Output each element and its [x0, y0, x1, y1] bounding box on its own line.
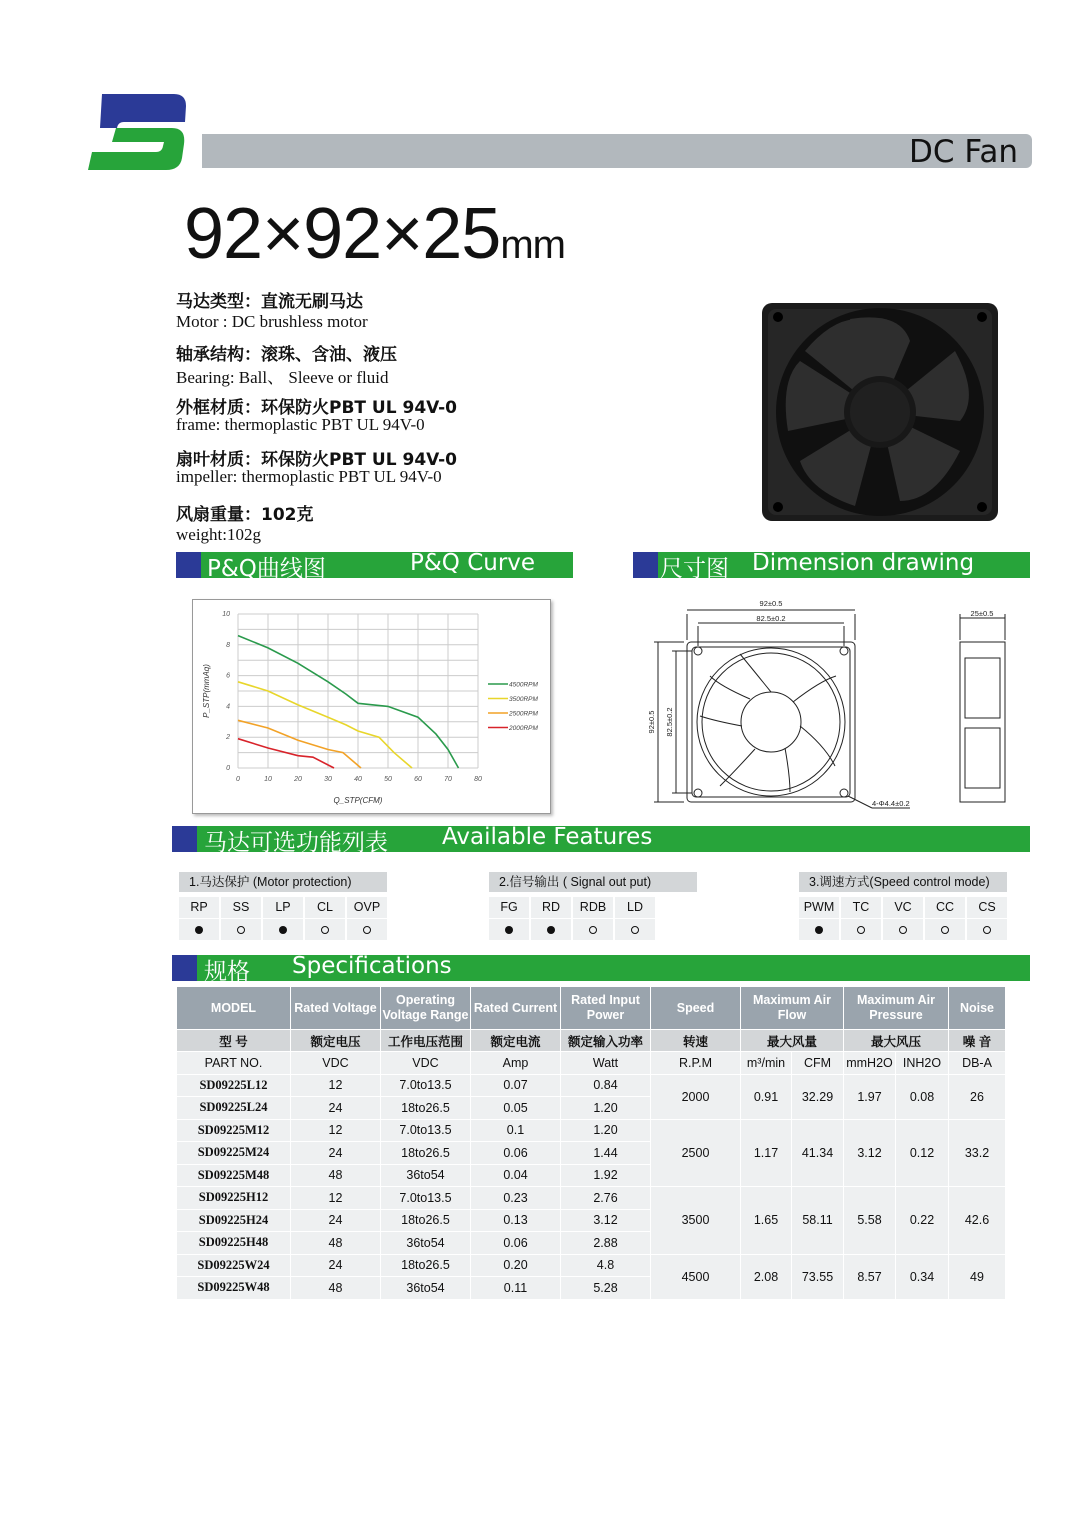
mmh2o-cell: 5.58: [844, 1187, 896, 1255]
spec-bearing: [176, 340, 397, 388]
x-tick-label: 50: [384, 776, 392, 783]
feature-col: RP: [179, 897, 219, 918]
table-cell: 12: [291, 1119, 381, 1142]
section-pq-curve: [176, 550, 573, 582]
empty-dot-icon: [321, 926, 329, 934]
mmh2o-cell: 1.97: [844, 1074, 896, 1119]
cn-header: 最大风量: [741, 1030, 844, 1052]
section-pq-en: P&Q Curve: [410, 550, 536, 576]
feature-col: LP: [263, 897, 303, 918]
empty-dot-icon: [983, 926, 991, 934]
model-cell: SD09225M24: [177, 1142, 291, 1165]
unit-cell: R.P.M: [651, 1052, 741, 1075]
speed-cell: 4500: [651, 1254, 741, 1299]
empty-dot-icon: [899, 926, 907, 934]
table-cell: 3.12: [561, 1209, 651, 1232]
header-title: DC Fan: [909, 134, 1018, 170]
col-header-speed: Speed: [651, 987, 741, 1030]
feature-col: LD: [615, 897, 655, 918]
cfm-cell: 32.29: [792, 1074, 844, 1119]
feature-indicator: [305, 919, 345, 940]
spec-motor-en: Motor : DC brushless motor: [176, 312, 368, 331]
table-cell: 7.0to13.5: [381, 1119, 471, 1142]
legend-label: 3500RPM: [509, 696, 538, 703]
filled-dot-icon: [505, 926, 513, 934]
table-row: [177, 1119, 1006, 1142]
fan-product-image: [760, 301, 1000, 523]
spec-weight-en: weight:102g: [176, 525, 261, 544]
unit-cell: VDC: [381, 1052, 471, 1075]
feature-indicator: [799, 919, 839, 940]
y-tick-label: 4: [226, 703, 230, 711]
cfm-cell: 73.55: [792, 1254, 844, 1299]
empty-dot-icon: [941, 926, 949, 934]
feature-indicator: [263, 919, 303, 940]
table-cell: 48: [291, 1164, 381, 1187]
empty-dot-icon: [363, 926, 371, 934]
table-cell: 1.92: [561, 1164, 651, 1187]
table-cell: 48: [291, 1277, 381, 1300]
feature-col: OVP: [347, 897, 387, 918]
dim-width-hole: 82.5±0.2: [756, 614, 786, 623]
cn-header: 转速: [651, 1030, 741, 1052]
table-cell: 0.07: [471, 1074, 561, 1097]
spec-impeller: [176, 445, 457, 487]
y-tick-label: 6: [226, 672, 230, 680]
specifications-table: [176, 986, 1006, 1300]
mmh2o-cell: 3.12: [844, 1119, 896, 1187]
feature-indicator: [573, 919, 613, 940]
table-cell: 0.1: [471, 1119, 561, 1142]
spec-impeller-cn: 扇叶材质：环保防火PBT UL 94V-0: [176, 450, 457, 470]
col-header-model: MODEL: [177, 987, 291, 1030]
noise-cell: 33.2: [949, 1119, 1006, 1187]
model-cell: SD09225M48: [177, 1164, 291, 1187]
feature-indicator: [347, 919, 387, 940]
feature-title: 1.马达保护 (Motor protection): [179, 872, 387, 892]
feature-group-speed-control: [799, 872, 1007, 947]
col-header-operating-range: Operating Voltage Range: [381, 987, 471, 1030]
spec-frame: [176, 393, 457, 435]
col-header-rated-power: Rated Input Power: [561, 987, 651, 1030]
table-row: [177, 1254, 1006, 1277]
m3-cell: 1.17: [741, 1119, 792, 1187]
series-line-3500RPM: [238, 682, 412, 768]
feature-col: RDB: [573, 897, 613, 918]
unit-cell: PART NO.: [177, 1052, 291, 1075]
feature-indicator: [531, 919, 571, 940]
table-cell: 0.05: [471, 1097, 561, 1120]
x-tick-label: 10: [264, 776, 272, 783]
feature-indicator: [179, 919, 219, 940]
feature-group-motor-protection: [179, 872, 387, 947]
feature-title: 3.调速方式(Speed control mode): [799, 872, 1007, 892]
feature-col: CS: [967, 897, 1007, 918]
cn-header: 额定电流: [471, 1030, 561, 1052]
model-size-title: [184, 192, 565, 287]
filled-dot-icon: [815, 926, 823, 934]
table-cell: 1.20: [561, 1119, 651, 1142]
spec-weight: [176, 500, 314, 545]
feature-col: PWM: [799, 897, 839, 918]
col-header-noise: Noise: [949, 987, 1006, 1030]
empty-dot-icon: [631, 926, 639, 934]
model-cell: SD09225H12: [177, 1187, 291, 1210]
cn-header: 型 号: [177, 1030, 291, 1052]
feature-indicator: [967, 919, 1007, 940]
model-cell: SD09225H24: [177, 1209, 291, 1232]
y-tick-label: 0: [226, 765, 230, 772]
x-tick-label: 30: [324, 776, 332, 783]
table-cell: 0.84: [561, 1074, 651, 1097]
table-cell: 2.88: [561, 1232, 651, 1255]
section-features-en: Available Features: [442, 824, 653, 850]
feature-title: 2.信号输出 ( Signal out put): [489, 872, 697, 892]
model-cell: SD09225L24: [177, 1097, 291, 1120]
cn-header: 额定电压: [291, 1030, 381, 1052]
unit-cell: DB-A: [949, 1052, 1006, 1075]
dim-hole: 4-Φ4.4±0.2: [872, 799, 910, 808]
table-cell: 36to54: [381, 1277, 471, 1300]
unit-cell: CFM: [792, 1052, 844, 1075]
empty-dot-icon: [589, 926, 597, 934]
section-specifications: [172, 953, 1030, 985]
legend-label: 2500RPM: [509, 710, 538, 718]
table-cell: 0.06: [471, 1232, 561, 1255]
m3-cell: 2.08: [741, 1254, 792, 1299]
dim-depth: 25±0.5: [970, 609, 994, 618]
table-cell: 18to26.5: [381, 1142, 471, 1165]
inh2o-cell: 0.08: [896, 1074, 949, 1119]
model-size-unit: mm: [500, 223, 565, 267]
feature-indicator: [883, 919, 923, 940]
y-tick-label: 8: [226, 641, 230, 649]
cn-header: 最大风压: [844, 1030, 949, 1052]
section-features-cn: 马达可选功能列表: [204, 830, 388, 856]
section-dim-en: Dimension drawing: [752, 550, 975, 576]
table-row: [177, 1187, 1006, 1210]
unit-cell: m³/min: [741, 1052, 792, 1075]
spec-weight-cn: 风扇重量：102克: [176, 505, 314, 525]
feature-col: FG: [489, 897, 529, 918]
dim-width-outer: 92±0.5: [759, 599, 783, 608]
y-tick-label: 2: [226, 734, 230, 742]
legend-label: 2000RPM: [509, 725, 538, 732]
cn-header: 噪 音: [949, 1030, 1006, 1052]
feature-col: CL: [305, 897, 345, 918]
feature-indicator: [489, 919, 529, 940]
table-cell: 7.0to13.5: [381, 1074, 471, 1097]
col-header-rated-voltage: Rated Voltage: [291, 987, 381, 1030]
noise-cell: 26: [949, 1074, 1006, 1119]
x-tick-label: 40: [354, 776, 362, 783]
dim-height-outer: 92±0.5: [647, 710, 656, 734]
section-available-features: [172, 824, 1030, 856]
company-logo: [86, 92, 188, 172]
x-tick-label: 70: [444, 776, 452, 783]
cn-header: 工作电压范围: [381, 1030, 471, 1052]
spec-frame-cn: 外框材质：环保防火PBT UL 94V-0: [176, 398, 457, 418]
table-cell: 7.0to13.5: [381, 1187, 471, 1210]
inh2o-cell: 0.12: [896, 1119, 949, 1187]
legend-label: 4500RPM: [509, 681, 538, 689]
section-dim-cn: 尺寸图: [660, 556, 729, 582]
table-cell: 36to54: [381, 1164, 471, 1187]
col-header-air-pressure: Maximum Air Pressure: [844, 987, 949, 1030]
table-cell: 24: [291, 1142, 381, 1165]
unit-cell: INH2O: [896, 1052, 949, 1075]
table-cell: 24: [291, 1097, 381, 1120]
x-tick-label: 0: [236, 776, 240, 783]
feature-indicator: [925, 919, 965, 940]
y-tick-label: 10: [222, 611, 230, 618]
feature-col: CC: [925, 897, 965, 918]
header-bar: [202, 134, 1032, 168]
table-cell: 0.04: [471, 1164, 561, 1187]
table-cell: 5.28: [561, 1277, 651, 1300]
empty-dot-icon: [237, 926, 245, 934]
cfm-cell: 58.11: [792, 1187, 844, 1255]
noise-cell: 49: [949, 1254, 1006, 1299]
spec-bearing-cn: 轴承结构：滚珠、含油、液压: [176, 345, 397, 365]
table-cell: 36to54: [381, 1232, 471, 1255]
x-axis-label: Q_STP(CFM): [333, 796, 383, 805]
m3-cell: 1.65: [741, 1187, 792, 1255]
table-cell: 18to26.5: [381, 1254, 471, 1277]
pq-chart-frame: [192, 599, 551, 814]
feature-indicator: [221, 919, 261, 940]
col-header-air-flow: Maximum Air Flow: [741, 987, 844, 1030]
spec-impeller-en: impeller: thermoplastic PBT UL 94V-0: [176, 467, 442, 486]
spec-motor: [176, 287, 368, 332]
speed-cell: 3500: [651, 1187, 741, 1255]
model-cell: SD09225W48: [177, 1277, 291, 1300]
series-line-2000RPM: [238, 739, 334, 768]
section-specs-cn: 规格: [204, 959, 250, 985]
inh2o-cell: 0.22: [896, 1187, 949, 1255]
table-cell: 48: [291, 1232, 381, 1255]
filled-dot-icon: [279, 926, 287, 934]
table-cell: 1.44: [561, 1142, 651, 1165]
cn-header: 额定输入功率: [561, 1030, 651, 1052]
model-cell: SD09225M12: [177, 1119, 291, 1142]
model-size-value: 92×92×25: [184, 194, 501, 274]
unit-cell: mmH2O: [844, 1052, 896, 1075]
filled-dot-icon: [547, 926, 555, 934]
table-cell: 18to26.5: [381, 1097, 471, 1120]
unit-cell: Amp: [471, 1052, 561, 1075]
table-cell: 12: [291, 1187, 381, 1210]
speed-cell: 2500: [651, 1119, 741, 1187]
speed-cell: 2000: [651, 1074, 741, 1119]
feature-col: VC: [883, 897, 923, 918]
table-cell: 12: [291, 1074, 381, 1097]
noise-cell: 42.6: [949, 1187, 1006, 1255]
table-cell: 0.11: [471, 1277, 561, 1300]
feature-group-signal-output: [489, 872, 697, 947]
unit-cell: VDC: [291, 1052, 381, 1075]
inh2o-cell: 0.34: [896, 1254, 949, 1299]
table-cell: 0.06: [471, 1142, 561, 1165]
dimension-drawing: [640, 596, 1020, 816]
spec-motor-cn: 马达类型：直流无刷马达: [176, 292, 363, 312]
table-cell: 18to26.5: [381, 1209, 471, 1232]
section-pq-cn: P&Q曲线图: [207, 556, 326, 582]
feature-col: RD: [531, 897, 571, 918]
model-cell: SD09225H48: [177, 1232, 291, 1255]
pq-chart: [193, 600, 550, 813]
m3-cell: 0.91: [741, 1074, 792, 1119]
table-cell: 24: [291, 1209, 381, 1232]
table-cell: 4.8: [561, 1254, 651, 1277]
dim-height-hole: 82.5±0.2: [665, 707, 674, 737]
section-dimension-drawing: [633, 550, 1030, 582]
col-header-rated-current: Rated Current: [471, 987, 561, 1030]
feature-col: TC: [841, 897, 881, 918]
x-tick-label: 20: [294, 776, 302, 783]
y-axis-label: P_STP(mmAq): [202, 664, 211, 718]
empty-dot-icon: [857, 926, 865, 934]
filled-dot-icon: [195, 926, 203, 934]
table-cell: 2.76: [561, 1187, 651, 1210]
table-cell: 0.20: [471, 1254, 561, 1277]
x-tick-label: 60: [414, 776, 422, 783]
feature-col: SS: [221, 897, 261, 918]
section-specs-en: Specifications: [292, 953, 452, 979]
table-cell: 24: [291, 1254, 381, 1277]
model-cell: SD09225W24: [177, 1254, 291, 1277]
table-cell: 1.20: [561, 1097, 651, 1120]
unit-cell: Watt: [561, 1052, 651, 1075]
x-tick-label: 80: [474, 776, 482, 783]
feature-indicator: [841, 919, 881, 940]
spec-bearing-en: Bearing: Ball、 Sleeve or fluid: [176, 368, 389, 387]
table-cell: 0.13: [471, 1209, 561, 1232]
model-cell: SD09225L12: [177, 1074, 291, 1097]
table-cell: 0.23: [471, 1187, 561, 1210]
spec-frame-en: frame: thermoplastic PBT UL 94V-0: [176, 415, 425, 434]
mmh2o-cell: 8.57: [844, 1254, 896, 1299]
cfm-cell: 41.34: [792, 1119, 844, 1187]
feature-indicator: [615, 919, 655, 940]
table-row: [177, 1074, 1006, 1097]
